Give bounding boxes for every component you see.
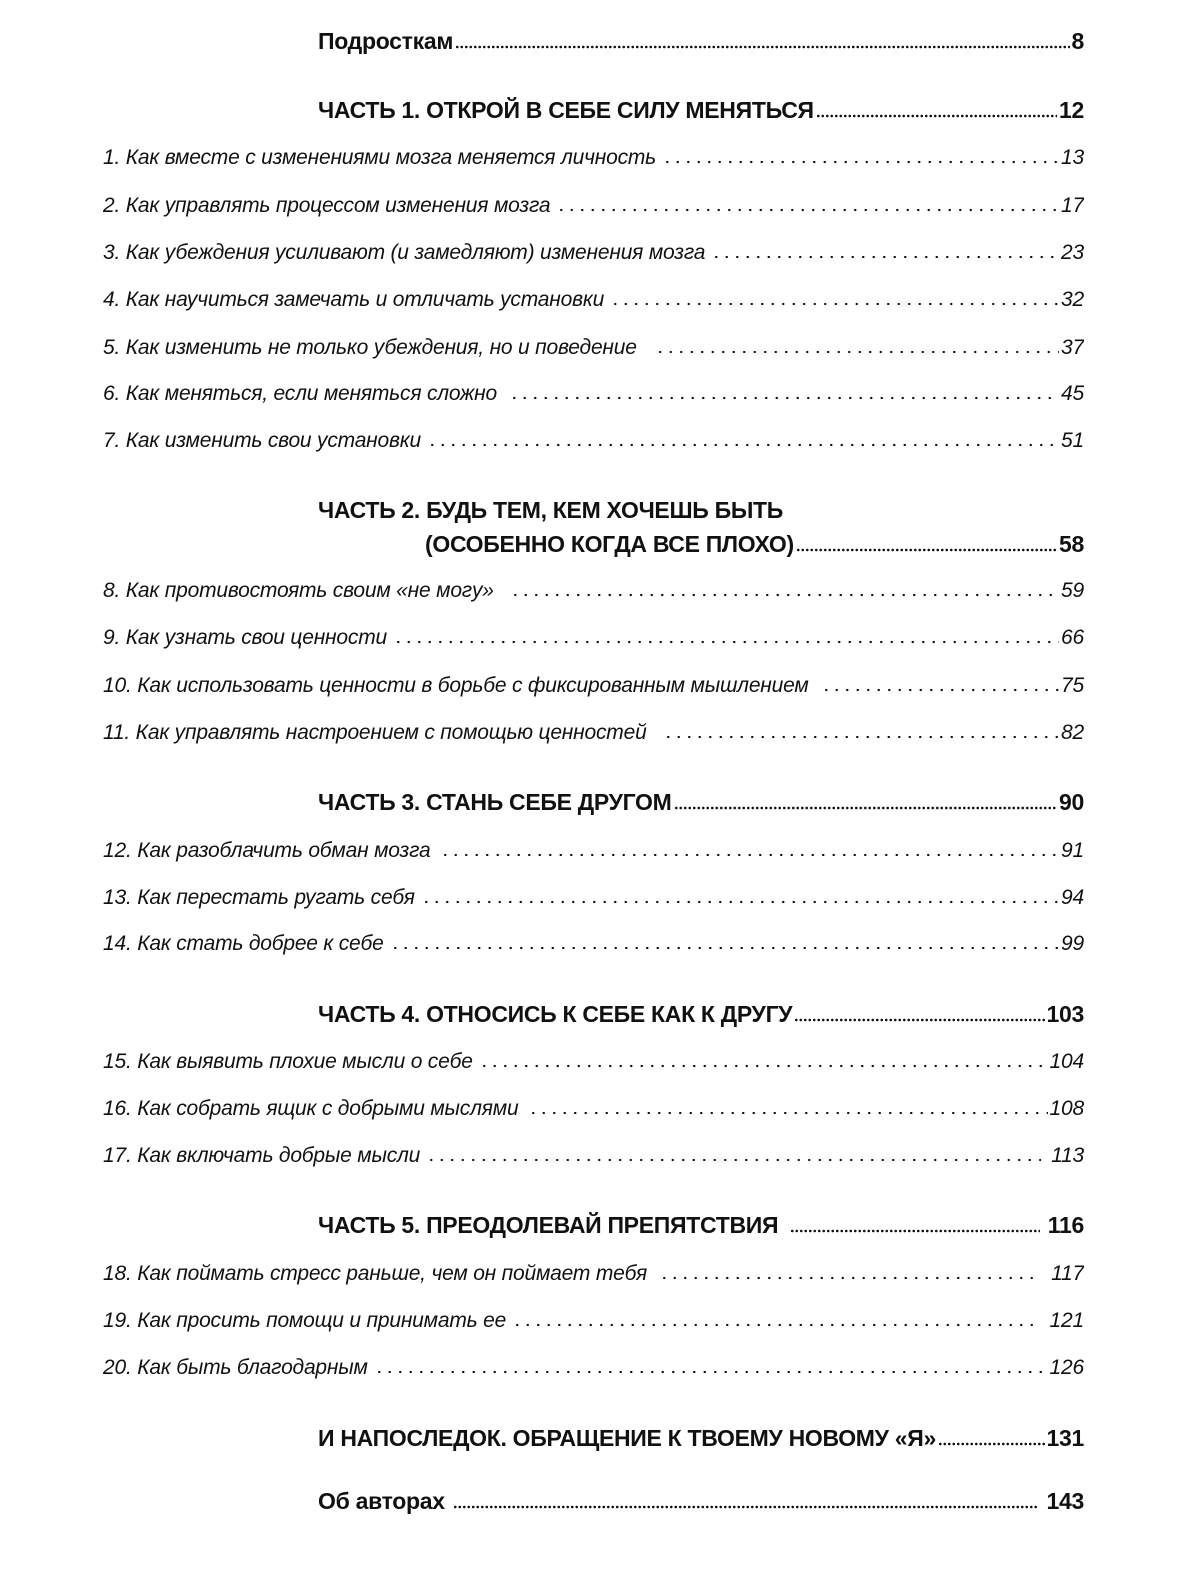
toc-chapter-title: 9. Как узнать свои ценности bbox=[103, 626, 387, 649]
toc-chapter-title: 4. Как научиться замечать и отличать установки bbox=[103, 288, 605, 311]
toc-section-page: 12 bbox=[1059, 97, 1084, 123]
toc-chapter-page: 75 bbox=[1061, 674, 1084, 697]
toc-chapter-7[interactable] bbox=[103, 429, 1084, 453]
dot-leader bbox=[390, 946, 1059, 950]
toc-chapter-title: 12. Как разоблачить обман мозга bbox=[103, 839, 431, 862]
toc-chapter-page: 121 bbox=[1049, 1309, 1084, 1332]
toc-chapter-title: 11. Как управлять настроением с помощью ценностей bbox=[103, 721, 647, 744]
toc-chapter-page: 82 bbox=[1061, 721, 1084, 744]
toc-chapter-page: 32 bbox=[1061, 288, 1084, 311]
toc-chapter-9[interactable] bbox=[103, 626, 1084, 650]
toc-entry-title: Об авторах bbox=[318, 1488, 445, 1514]
toc-chapter-5[interactable] bbox=[103, 336, 1084, 360]
toc-entry-title: Подросткам bbox=[318, 28, 454, 54]
toc-chapter-page: 104 bbox=[1049, 1050, 1084, 1073]
toc-chapter-page: 51 bbox=[1061, 429, 1084, 452]
toc-chapter-page: 94 bbox=[1061, 886, 1084, 909]
toc-section-title: ЧАСТЬ 5. ПРЕОДОЛЕВАЙ ПРЕПЯТСТВИЯ bbox=[318, 1212, 779, 1238]
toc-chapter-title: 7. Как изменить свои установки bbox=[103, 429, 421, 452]
dot-leader bbox=[374, 1370, 1048, 1374]
toc-chapter-title: 14. Как стать добрее к себе bbox=[103, 932, 384, 955]
dot-leader bbox=[421, 900, 1059, 904]
dot-leader bbox=[790, 1229, 1040, 1233]
toc-chapter-page: 23 bbox=[1061, 241, 1084, 264]
dot-leader bbox=[528, 1111, 1047, 1115]
dot-leader bbox=[794, 1018, 1044, 1022]
toc-chapter-1[interactable] bbox=[103, 146, 1084, 170]
dot-leader bbox=[711, 255, 1059, 259]
toc-chapter-title: 15. Как выявить плохие мысли о себе bbox=[103, 1050, 473, 1073]
dot-leader bbox=[610, 302, 1059, 306]
toc-chapter-page: 108 bbox=[1049, 1097, 1084, 1120]
toc-chapter-6[interactable] bbox=[103, 382, 1084, 406]
toc-chapter-title: 16. Как собрать ящик с добрыми мыслями bbox=[103, 1097, 519, 1120]
toc-chapter-8[interactable] bbox=[103, 579, 1084, 603]
toc-section-part-1[interactable] bbox=[318, 97, 1084, 124]
toc-section-page: 116 bbox=[1047, 1212, 1084, 1238]
dot-leader bbox=[479, 1064, 1048, 1068]
toc-chapter-page: 113 bbox=[1051, 1144, 1084, 1167]
toc-chapter-11[interactable] bbox=[103, 721, 1084, 745]
toc-entry-authors[interactable] bbox=[318, 1488, 1084, 1515]
dot-leader bbox=[556, 208, 1059, 212]
dot-leader bbox=[393, 640, 1059, 644]
dot-leader bbox=[427, 443, 1059, 447]
toc-chapter-title: 6. Как меняться, если меняться сложно bbox=[103, 382, 498, 405]
toc-chapter-title: 20. Как быть благодарным bbox=[103, 1356, 368, 1379]
dot-leader bbox=[512, 1323, 1039, 1327]
dot-leader bbox=[662, 160, 1059, 164]
dot-leader bbox=[440, 853, 1059, 857]
dot-leader bbox=[663, 735, 1059, 739]
toc-chapter-title: 8. Как противостоять своим «не могу» bbox=[103, 579, 494, 602]
dot-leader bbox=[510, 593, 1059, 597]
toc-chapter-4[interactable] bbox=[103, 288, 1084, 312]
toc-section-title: ЧАСТЬ 4. ОТНОСИСЬ К СЕБЕ КАК К ДРУГУ bbox=[318, 1001, 793, 1027]
dot-leader bbox=[816, 114, 1057, 118]
toc-section-part-4[interactable] bbox=[318, 1001, 1084, 1028]
toc-chapter-page: 59 bbox=[1061, 579, 1084, 602]
toc-section-title-line2: (ОСОБЕННО КОГДА ВСЕ ПЛОХО) bbox=[425, 531, 794, 557]
toc-chapter-12[interactable] bbox=[103, 839, 1084, 863]
toc-chapter-title: 2. Как управлять процессом изменения мозга bbox=[103, 194, 551, 217]
toc-chapter-18[interactable] bbox=[103, 1262, 1084, 1286]
dot-leader bbox=[426, 1158, 1041, 1162]
toc-chapter-3[interactable] bbox=[103, 241, 1084, 265]
toc-chapter-2[interactable] bbox=[103, 194, 1084, 218]
toc-entry-page: 131 bbox=[1046, 1425, 1084, 1451]
toc-section-part-3[interactable] bbox=[318, 789, 1084, 816]
toc-chapter-title: 19. Как просить помощи и принимать ее bbox=[103, 1309, 507, 1332]
toc-entry-page: 8 bbox=[1071, 28, 1084, 54]
toc-section-part-5[interactable] bbox=[318, 1212, 1084, 1239]
dot-leader bbox=[659, 1276, 1041, 1280]
toc-chapter-title: 3. Как убеждения усиливают (и замедляют) изменения мозга bbox=[103, 241, 706, 264]
toc-chapter-14[interactable] bbox=[103, 932, 1084, 956]
dot-leader bbox=[453, 1505, 1039, 1509]
dot-leader bbox=[821, 688, 1059, 692]
toc-section-title: ЧАСТЬ 3. СТАНЬ СЕБЕ ДРУГОМ bbox=[318, 789, 672, 815]
toc-chapter-19[interactable] bbox=[103, 1309, 1084, 1333]
toc-chapter-page: 45 bbox=[1061, 382, 1084, 405]
toc-entry-intro[interactable] bbox=[318, 28, 1084, 55]
toc-section-title: ЧАСТЬ 1. ОТКРОЙ В СЕБЕ СИЛУ МЕНЯТЬСЯ bbox=[318, 97, 814, 123]
toc-entry-title: И НАПОСЛЕДОК. ОБРАЩЕНИЕ К ТВОЕМУ НОВОМУ «Я» bbox=[318, 1425, 936, 1451]
dot-leader bbox=[938, 1442, 1045, 1446]
toc-chapter-16[interactable] bbox=[103, 1097, 1084, 1121]
dot-leader bbox=[674, 806, 1058, 810]
toc-chapter-page: 99 bbox=[1061, 932, 1084, 955]
toc-chapter-title: 10. Как использовать ценности в борьбе с фиксированным мышлением bbox=[103, 674, 809, 697]
toc-chapter-title: 18. Как поймать стресс раньше, чем он поймает тебя bbox=[103, 1262, 647, 1285]
dot-leader bbox=[455, 45, 1069, 49]
toc-section-part-2[interactable] bbox=[318, 497, 1084, 567]
toc-chapter-15[interactable] bbox=[103, 1050, 1084, 1074]
toc-chapter-page: 126 bbox=[1049, 1356, 1084, 1379]
toc-chapter-title: 13. Как перестать ругать себя bbox=[103, 886, 415, 909]
toc-chapter-20[interactable] bbox=[103, 1356, 1084, 1380]
toc-chapter-page: 66 bbox=[1061, 626, 1084, 649]
toc-entry-afterword[interactable] bbox=[318, 1425, 1084, 1452]
toc-section-page: 103 bbox=[1046, 1001, 1084, 1027]
toc-chapter-page: 37 bbox=[1061, 336, 1084, 359]
dot-leader bbox=[655, 350, 1059, 354]
toc-chapter-page: 13 bbox=[1061, 146, 1084, 169]
toc-section-page: 90 bbox=[1059, 789, 1084, 815]
toc-chapter-page: 17 bbox=[1061, 194, 1084, 217]
toc-section-page: 58 bbox=[1059, 531, 1084, 557]
toc-chapter-title: 1. Как вместе с изменениями мозга меняется личность bbox=[103, 146, 657, 169]
toc-chapter-page: 117 bbox=[1051, 1262, 1084, 1285]
toc-chapter-title: 5. Как изменить не только убеждения, но и поведение bbox=[103, 336, 637, 359]
dot-leader bbox=[509, 396, 1059, 400]
toc-chapter-13[interactable] bbox=[103, 886, 1084, 910]
dot-leader bbox=[796, 548, 1057, 552]
toc-chapter-page: 91 bbox=[1061, 839, 1084, 862]
toc-chapter-17[interactable] bbox=[103, 1144, 1084, 1168]
toc-entry-page: 143 bbox=[1046, 1488, 1084, 1514]
toc-chapter-title: 17. Как включать добрые мысли bbox=[103, 1144, 421, 1167]
toc-chapter-10[interactable] bbox=[103, 674, 1084, 698]
toc-section-title-line1: ЧАСТЬ 2. БУДЬ ТЕМ, КЕМ ХОЧЕШЬ БЫТЬ bbox=[318, 497, 784, 523]
